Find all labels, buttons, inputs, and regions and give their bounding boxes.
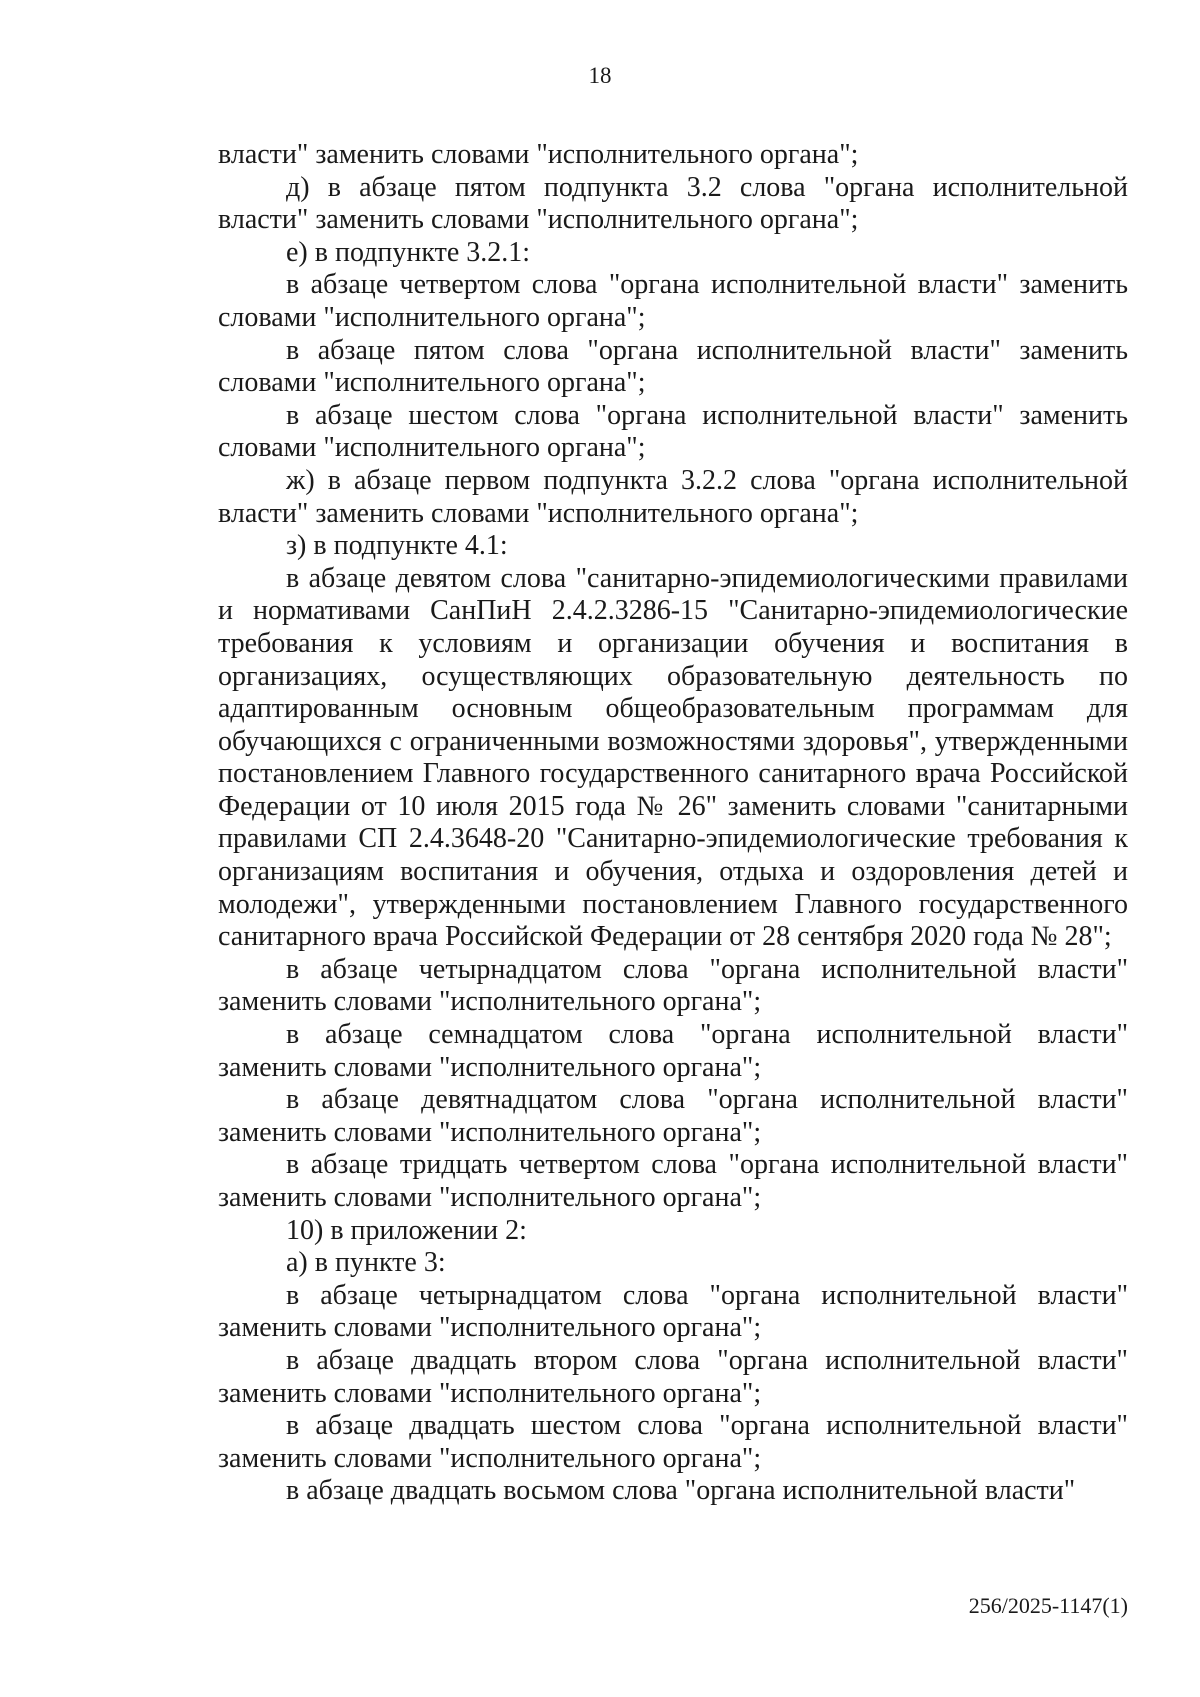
paragraph-0: власти" заменить словами "исполнительного органа"; — [218, 139, 859, 170]
paragraph-16: в абзаце двадцать втором слова "органа исполнительной власти" заменить словами "исполнительного органа"; — [218, 1344, 1128, 1409]
paragraph-3: в абзаце четвертом слова "органа исполнительной власти" заменить словами "исполнительного органа"; — [218, 269, 1128, 333]
page-number: 18 — [588, 63, 612, 88]
document-body — [218, 139, 1128, 1508]
paragraph-15: в абзаце четырнадцатом слова "органа исполнительной власти" заменить словами "исполнительного органа"; — [218, 1279, 1128, 1344]
paragraph-18: в абзаце двадцать восьмом слова "органа исполнительной власти" — [286, 1475, 1076, 1507]
paragraph-8: в абзаце девятом слова "санитарно-эпидемиологическими правилами и нормативами СанПиН 2.4.2.3286-15 "Санитарно-эпидемиологические требования к условиям и организации обучения и воспитания в организациях, осуществляющих образовательную деятельность по адаптированным основным общеобразовательным программам для обучающихся с ограниченными возможностями здоровья", утвержденными постановлением Главного государственного санитарного врача Российской Федерации от 10 июля 2015 года № 26" заменить словами "санитарными правилами СП 2.4.3648-20 "Санитарно-эпидемиологические требования к организациям воспитания и обучения, отдыха и оздоровления детей и молодежи", утвержденными постановлением Главного государственного санитарного врача Российской Федерации от 28 сентября 2020 года № 28"; — [218, 562, 1128, 953]
paragraph-6: ж) в абзаце первом подпункта 3.2.2 слова "органа исполнительной власти" заменить словами "исполнительного органа"; — [218, 464, 1128, 529]
paragraph-11: в абзаце девятнадцатом слова "органа исполнительной власти" заменить словами "исполнительного органа"; — [218, 1084, 1128, 1148]
paragraph-17: в абзаце двадцать шестом слова "органа исполнительной власти" заменить словами "исполнительного органа"; — [218, 1410, 1128, 1474]
paragraph-13: 10) в приложении 2: — [286, 1214, 527, 1246]
paragraph-2: е) в подпункте 3.2.1: — [286, 236, 531, 268]
paragraph-9: в абзаце четырнадцатом слова "органа исполнительной власти" заменить словами "исполнительного органа"; — [218, 953, 1128, 1018]
paragraph-12: в абзаце тридцать четвертом слова "органа исполнительной власти" заменить словами "исполнительного органа"; — [218, 1149, 1128, 1213]
paragraph-7: з) в подпункте 4.1: — [286, 530, 508, 562]
paragraph-5: в абзаце шестом слова "органа исполнительной власти" заменить словами "исполнительного органа"; — [218, 399, 1128, 464]
document-code: 256/2025-1147(1) — [968, 1593, 1128, 1618]
paragraph-4: в абзаце пятом слова "органа исполнительной власти" заменить словами "исполнительного органа"; — [218, 334, 1128, 399]
paragraph-14: а) в пункте 3: — [286, 1247, 446, 1279]
paragraph-1: д) в абзаце пятом подпункта 3.2 слова "органа исполнительной власти" заменить словами "исполнительного органа"; — [218, 171, 1128, 236]
paragraph-10: в абзаце семнадцатом слова "органа исполнительной власти" заменить словами "исполнительного органа"; — [218, 1019, 1128, 1083]
